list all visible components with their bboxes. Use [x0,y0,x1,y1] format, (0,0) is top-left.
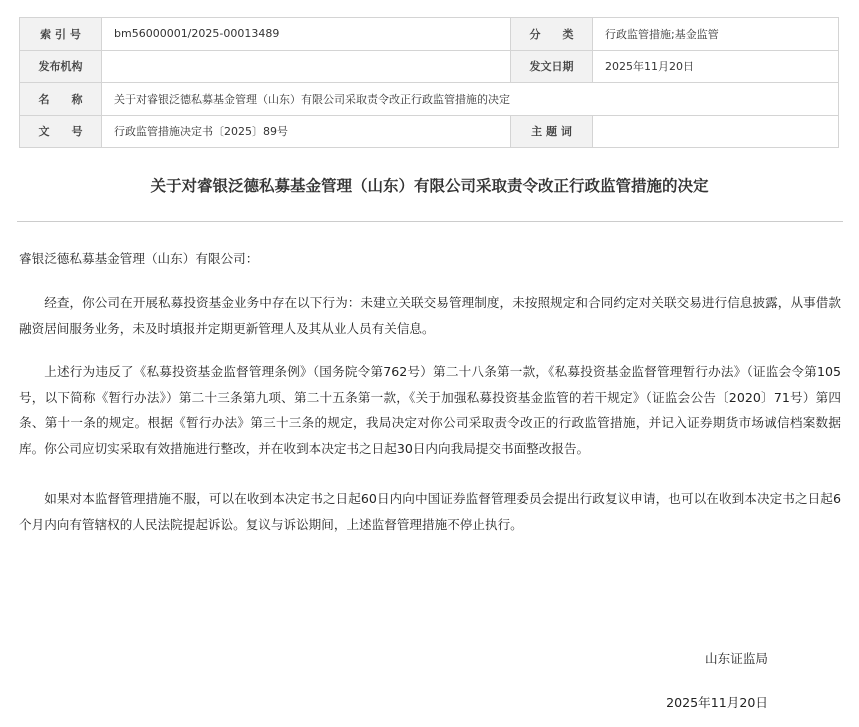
document-number-label: 文 号 [20,115,102,148]
index-number-value: bm56000001/2025-00013489 [102,18,511,51]
table-row [20,50,839,83]
keywords-value [593,115,839,148]
issuing-agency-value [102,50,511,83]
table-row [20,115,839,148]
title-divider [17,221,843,222]
document-number-value: 行政监管措施决定书〔2025〕89号 [102,115,511,148]
category-label: 分 类 [511,18,593,51]
keywords-label: 主 题 词 [511,115,593,148]
body-paragraph-findings: 经查，你公司在开展私募投资基金业务中存在以下行为：未建立关联交易管理制度，未按照规定和合同约定对关联交易进行信息披露，从事借款融资居间服务业务，未及时填报并定期更新管理人及其从业人员有关信息。 [19,295,841,336]
issuer-signature: 山东证监局 [705,651,768,666]
body-paragraph-violation-decision: 上述行为违反了《私募投资基金监督管理条例》（国务院令第762号）第二十八条第一款，《私募投资基金监督管理暂行办法》（证监会令第105号，以下简称《暂行办法》）第二十三条第九项、第二十五条第一款，《关于加强私募投资基金监管的若干规定》（证监会公告〔2020〕71号）第四条、第十一条的规定。根据《暂行办法》第三十三条的规定，我局决定对你公司采取责令改正的行政监管措施，并记入证券期货市场诚信档案数据库。你公司应切实采取有效措施进行整改，并在收到本决定书之日起30日内向我局提交书面整改报告。 [19,364,841,456]
name-value: 关于对睿银泛德私募基金管理（山东）有限公司采取责令改正行政监管措施的决定 [102,83,839,116]
body-paragraph-appeal-rights: 如果对本监督管理措施不服，可以在收到本决定书之日起60日内向中国证券监督管理委员会提出行政复议申请，也可以在收到本决定书之日起6个月内向有管辖权的人民法院提起诉讼。复议与诉讼期间，上述监督管理措施不停止执行。 [19,491,841,532]
signature-date: 2025年11月20日 [666,695,768,710]
category-value: 行政监管措施;基金监管 [593,18,839,51]
name-label: 名 称 [20,83,102,116]
document-metadata-table [19,17,839,148]
table-row [20,18,839,51]
index-number-label: 索 引 号 [20,18,102,51]
document-title: 关于对睿银泛德私募基金管理（山东）有限公司采取责令改正行政监管措施的决定 [150,177,709,195]
table-row [20,83,839,116]
issuing-agency-label: 发布机构 [20,50,102,83]
issue-date-label: 发文日期 [511,50,593,83]
salutation: 睿银泛德私募基金管理（山东）有限公司： [19,251,259,266]
issue-date-value: 2025年11月20日 [593,50,839,83]
